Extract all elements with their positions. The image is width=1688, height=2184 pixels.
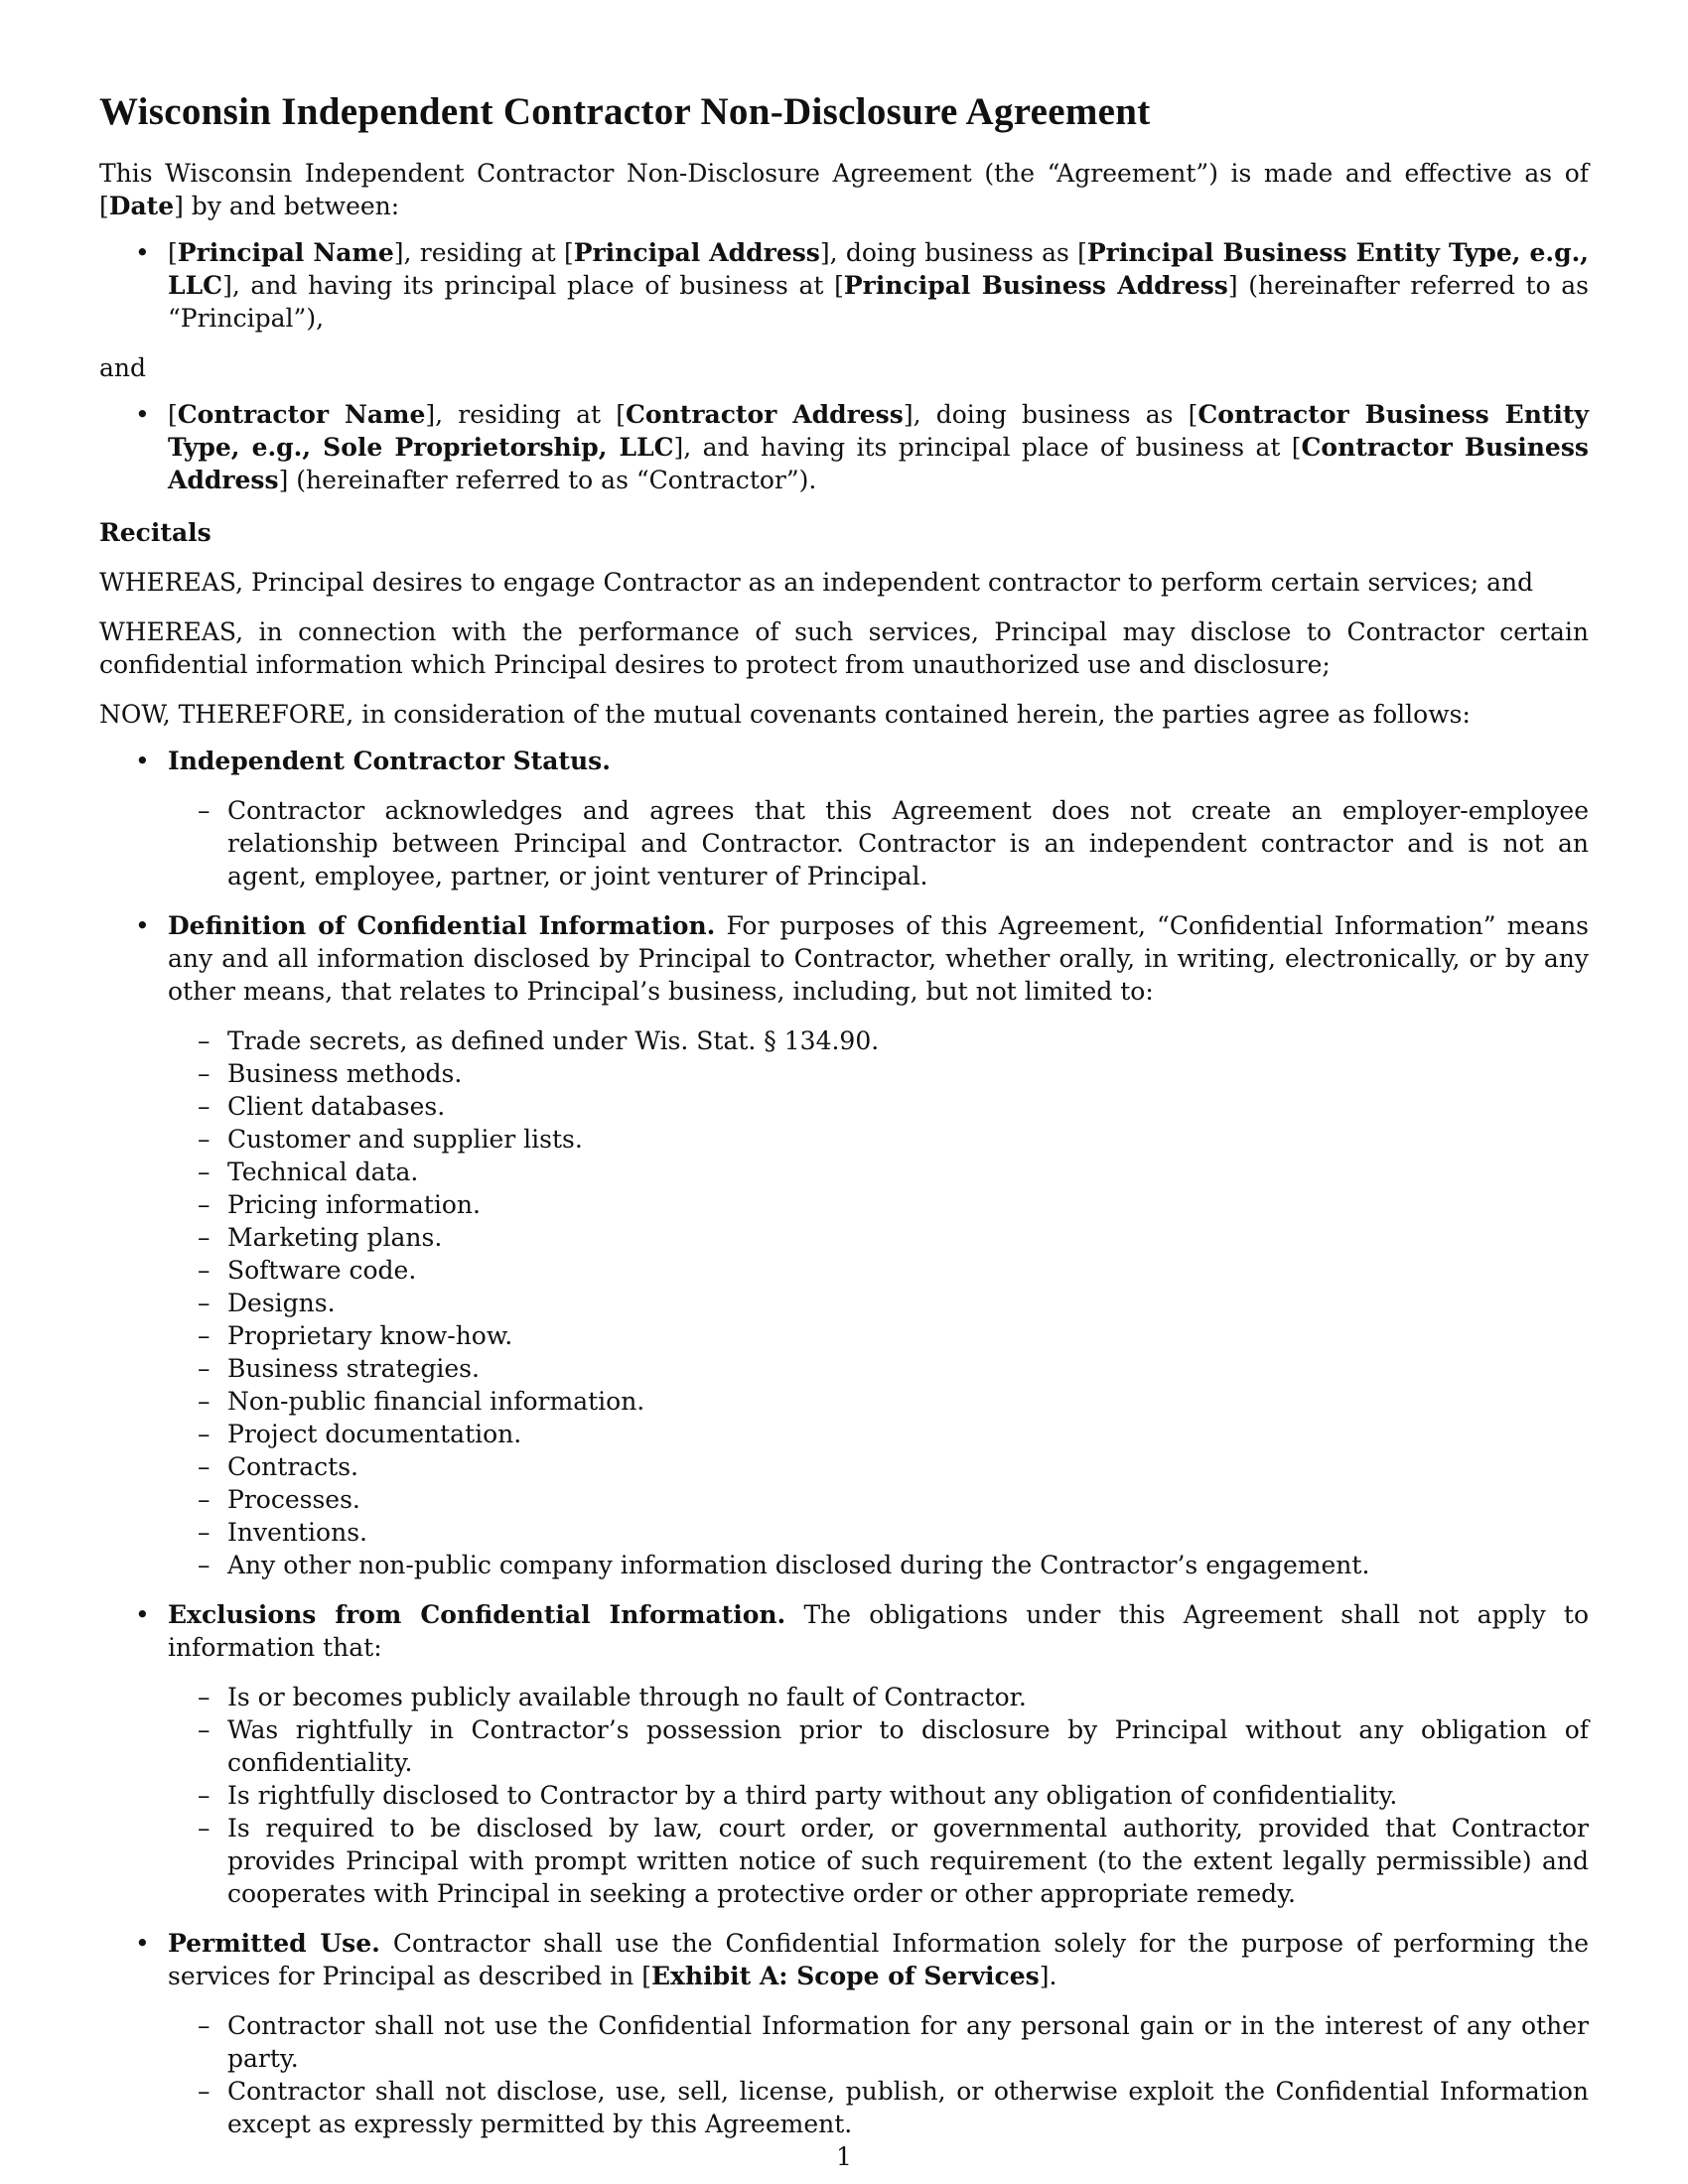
text: ], and having its principal place of business at [: [222, 271, 844, 300]
list-item: – Contractor shall not disclose, use, sell, license, publish, or otherwise exploit the Confidential Information except as expressly permitted by this Agreement.: [168, 2075, 1589, 2140]
list-item: – Inventions.: [168, 1516, 1589, 1549]
text: ], residing at [: [393, 238, 574, 267]
and-word: and: [99, 353, 147, 382]
status-items: [168, 794, 1589, 892]
text: ], doing business as [: [819, 238, 1087, 267]
exclusions-items: [168, 1681, 1589, 1910]
now-therefore: NOW, THEREFORE, in consideration of the mutual covenants contained herein, the parties agree as follows:: [99, 700, 1471, 729]
principal-entity-placeholder: Principal Business Entity Type, e.g., LLC: [168, 238, 1589, 300]
intro-text: This Wisconsin Independent Contractor Non-Disclosure Agreement (the “Agreement”) is made and effective as of [: [99, 159, 1589, 220]
list-item: – Customer and supplier lists.: [168, 1123, 1589, 1156]
date-placeholder: Date: [108, 192, 175, 220]
list-item: – Proprietary know-how.: [168, 1319, 1589, 1352]
section-permitted-use: [99, 1927, 1589, 2140]
list-item: – Pricing information.: [168, 1188, 1589, 1221]
exhibit-placeholder: Exhibit A: Scope of Services: [651, 1962, 1040, 1990]
list-item: – Designs.: [168, 1287, 1589, 1319]
section-status: [99, 745, 1589, 892]
list-item: – Processes.: [168, 1483, 1589, 1516]
section-exclusions: [99, 1598, 1589, 1910]
list-item: – Non-public financial information.: [168, 1385, 1589, 1418]
section-text-end: ].: [1039, 1962, 1057, 1990]
list-item: – Any other non-public company information disclosed during the Contractor’s engagement.: [168, 1549, 1589, 1581]
section-heading: Permitted Use.: [168, 1929, 380, 1958]
principal-business-address-placeholder: Principal Business Address: [843, 271, 1228, 300]
contractor-address-placeholder: Contractor Address: [626, 400, 904, 429]
principal-name-placeholder: Principal Name: [177, 238, 394, 267]
list-item: – Project documentation.: [168, 1418, 1589, 1450]
contractor-business-address-placeholder: Contractor Business Address: [168, 433, 1589, 494]
list-item: – Business strategies.: [168, 1352, 1589, 1385]
contractor-name-placeholder: Contractor Name: [177, 400, 426, 429]
principal-address-placeholder: Principal Address: [573, 238, 820, 267]
bracket: [: [168, 400, 178, 429]
list-item: – Is required to be disclosed by law, court order, or governmental authority, provided that Contractor provides Principal with prompt written notice of such requirement (to the extent legally permissible) and cooperates with Principal in seeking a protective order or other appropriate remedy.: [168, 1812, 1589, 1910]
list-item: – Client databases.: [168, 1090, 1589, 1123]
contractor-entity-placeholder: Contractor Business Entity Type, e.g., Sole Proprietorship, LLC: [168, 400, 1590, 462]
text: ], doing business as [: [903, 400, 1198, 429]
intro-paragraph: [99, 157, 1589, 222]
list-item: – Software code.: [168, 1254, 1589, 1287]
section-heading: Definition of Confidential Information.: [168, 911, 716, 940]
whereas-2: WHEREAS, in connection with the performance of such services, Principal may disclose to Contractor certain confidential information which Principal desires to protect from unauthorized use and disclosure;: [99, 617, 1589, 679]
list-item: – Contracts.: [168, 1450, 1589, 1483]
text: ], and having its principal place of business at [: [673, 433, 1302, 462]
section-text: For purposes of this Agreement, “Confidential Information” means any and all information disclosed by Principal to Contractor, whether orally, in writing, electronically, or by any other means, that relates to Principal’s business, including, but not limited to:: [168, 911, 1590, 1006]
permitted-items: [168, 2009, 1589, 2140]
contractor-list: [99, 398, 1589, 496]
list-item: – Technical data.: [168, 1156, 1589, 1188]
text: ] (hereinafter referred to as “Contractor”).: [278, 466, 817, 494]
list-item: – Is rightfully disclosed to Contractor by a third party without any obligation of confidentiality.: [168, 1779, 1589, 1812]
section-heading: Independent Contractor Status.: [168, 747, 611, 775]
list-item: – Trade secrets, as defined under Wis. Stat. § 134.90.: [168, 1024, 1589, 1057]
principal-list: [99, 236, 1589, 335]
list-item: – Contractor shall not use the Confidential Information for any personal gain or in the interest of any other party.: [168, 2009, 1589, 2075]
section-definition: [99, 909, 1589, 1581]
section-text: Contractor shall use the Confidential Information solely for the purpose of performing the services for Principal as described in [: [168, 1929, 1590, 1990]
list-item: – Contractor acknowledges and agrees that this Agreement does not create an employer-employee relationship between Principal and Contractor. Contractor is an independent contractor and is not an agent, employee, partner, or joint venturer of Principal.: [168, 794, 1589, 892]
page-number: 1: [836, 2142, 852, 2171]
document-title: Wisconsin Independent Contractor Non-Disclosure Agreement: [99, 90, 1151, 133]
bracket: [: [168, 238, 178, 267]
principal-party: [99, 236, 1589, 335]
list-item: – Marketing plans.: [168, 1221, 1589, 1254]
text: ] (hereinafter referred to as “Principal”),: [168, 271, 1589, 333]
list-item: – Is or becomes publicly available through no fault of Contractor.: [168, 1681, 1589, 1713]
list-item: – Business methods.: [168, 1057, 1589, 1090]
definition-items: [168, 1024, 1589, 1581]
sections-list: [99, 745, 1589, 2140]
contractor-party: [99, 398, 1589, 496]
whereas-1: WHEREAS, Principal desires to engage Contractor as an independent contractor to perform certain services; and: [99, 568, 1534, 597]
section-heading: Exclusions from Confidential Information.: [168, 1600, 786, 1629]
document-page: [99, 0, 1589, 2140]
list-item: – Was rightfully in Contractor’s possession prior to disclosure by Principal without any obligation of confidentiality.: [168, 1713, 1589, 1779]
text: ], residing at [: [425, 400, 627, 429]
section-text: The obligations under this Agreement shall not apply to information that:: [168, 1600, 1589, 1662]
recitals-heading: Recitals: [99, 518, 211, 547]
intro-text-end: ] by and between:: [174, 192, 400, 220]
